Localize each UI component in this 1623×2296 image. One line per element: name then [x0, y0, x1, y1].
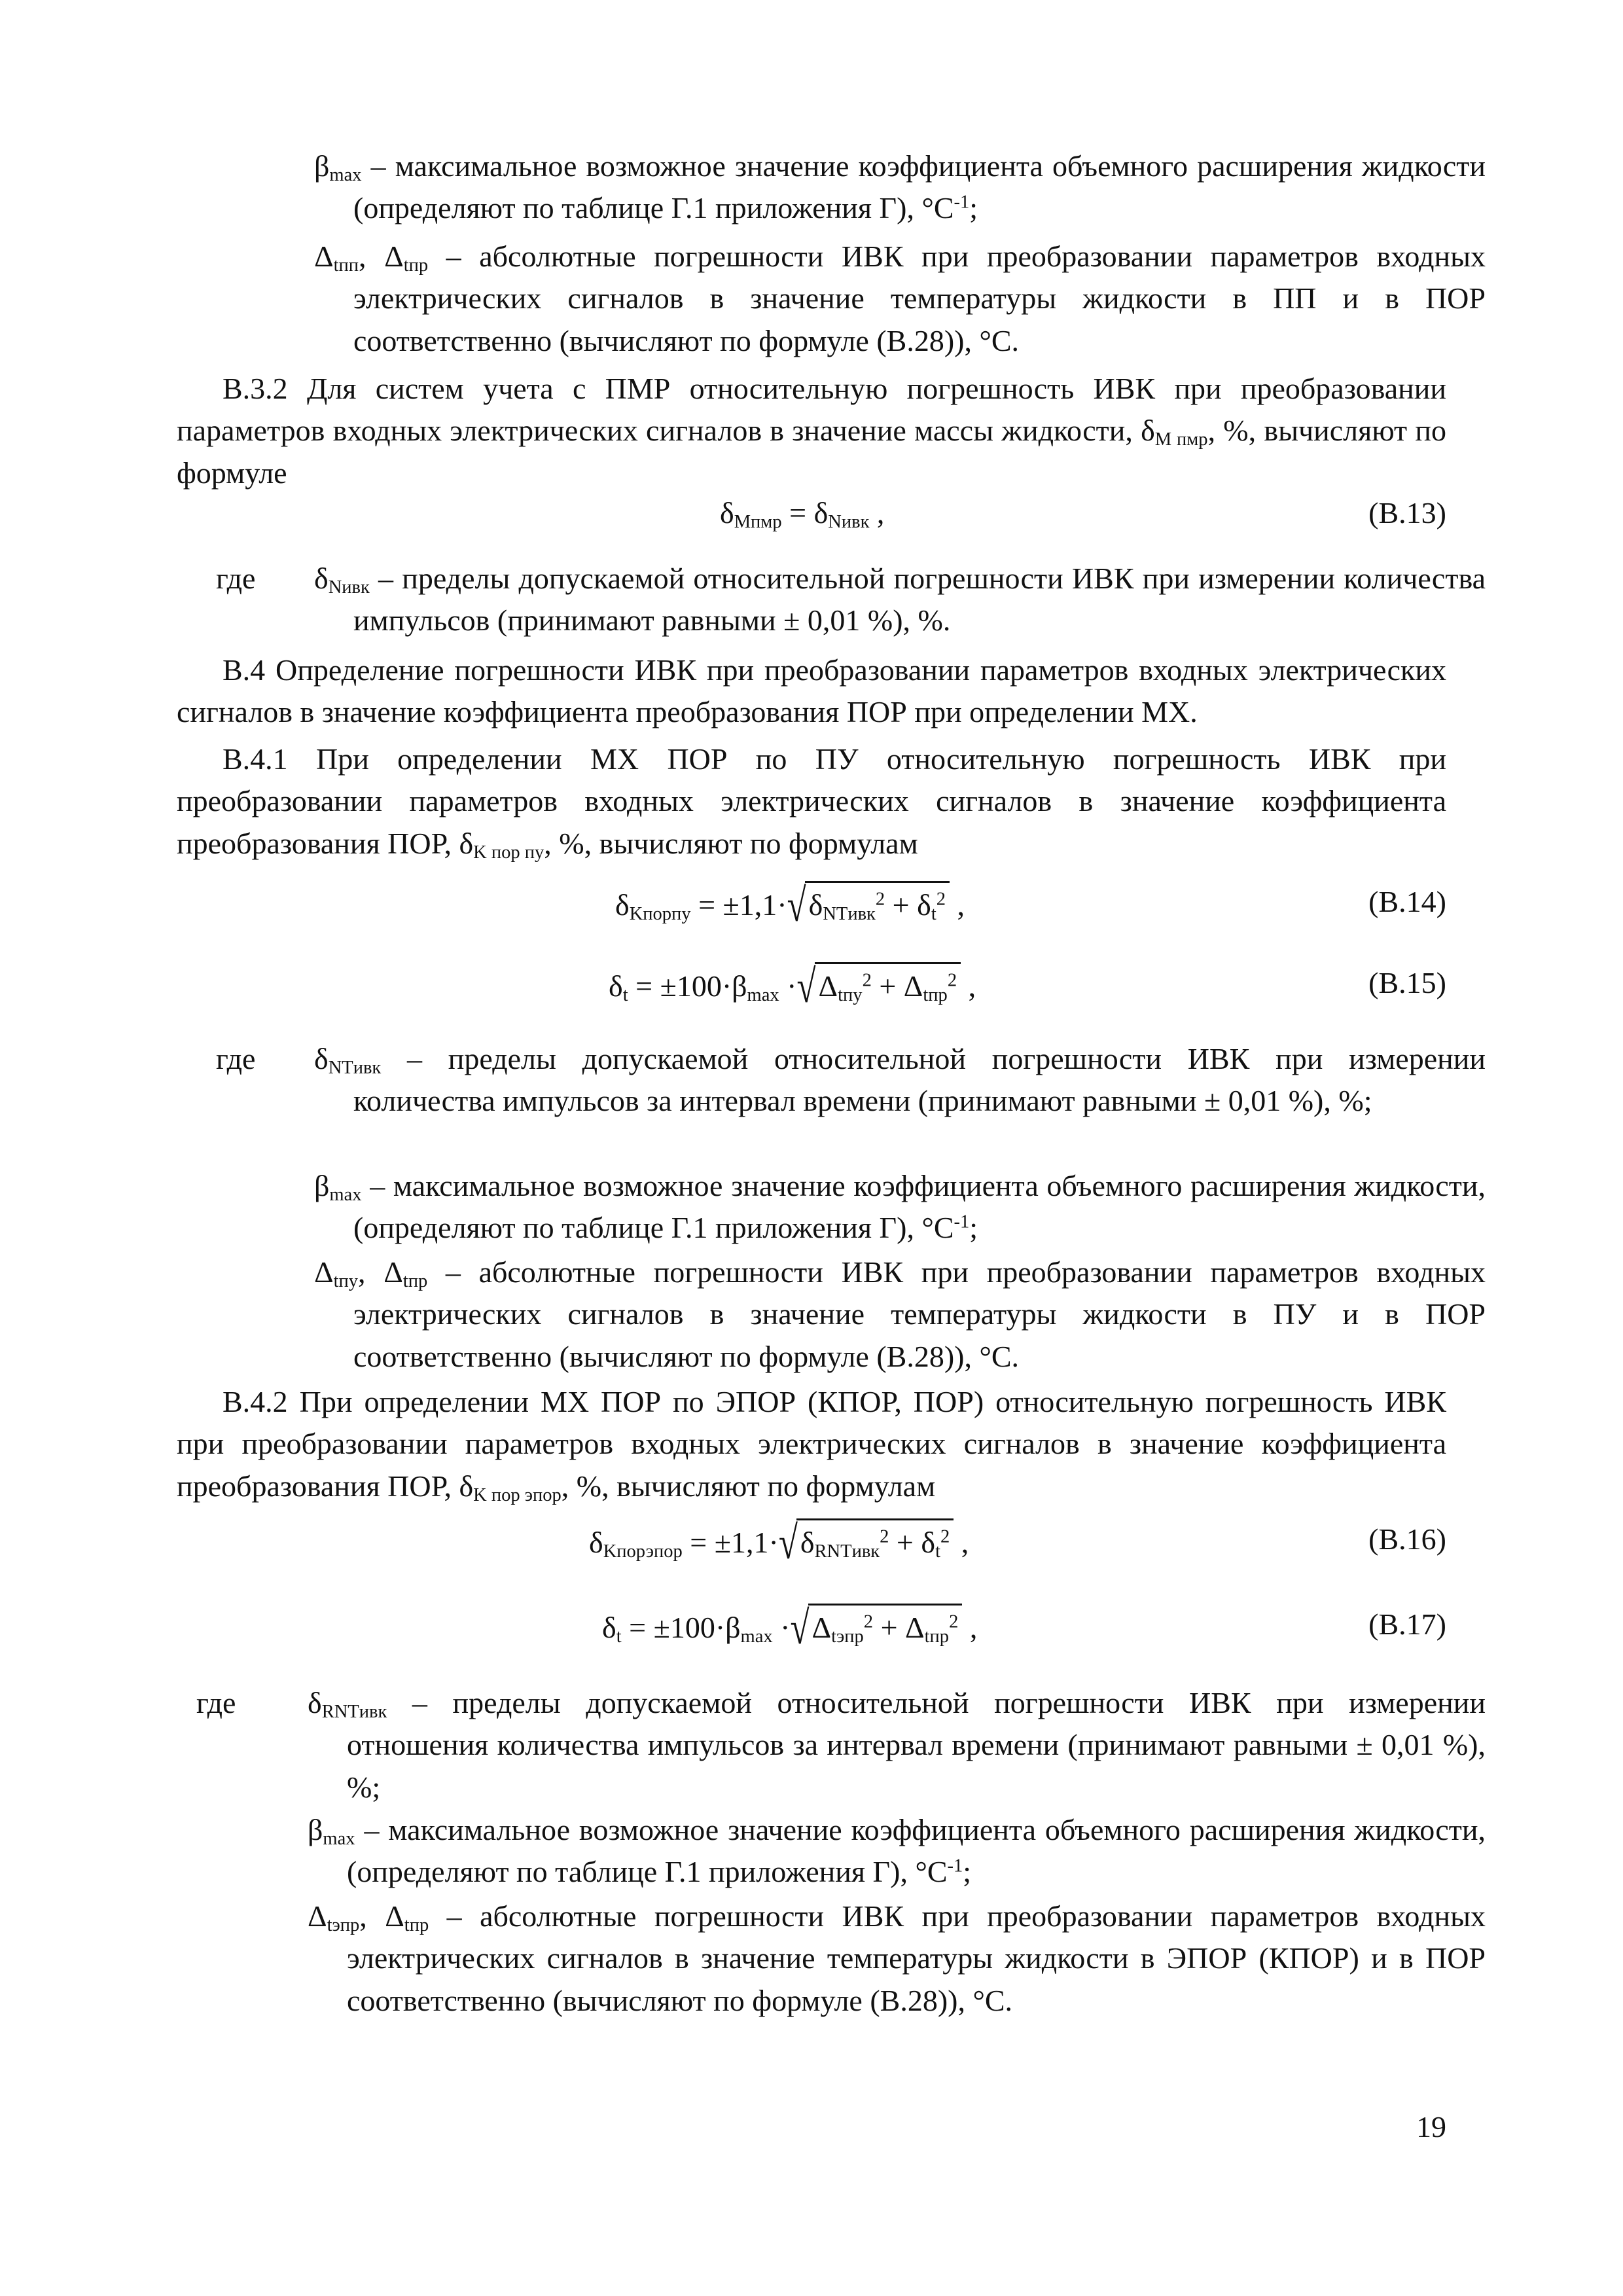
formula-b13: $\delta_{Mпмр} = \delta_{Nивк}$ ,: [720, 496, 885, 533]
formula-b15: $\delta_t = \pm 100\cdot\beta_{max} \cdot√\Delta_{tпу}^2 + \Delta_{tпр}^2$ ,: [609, 962, 976, 1011]
beta-max-definition: $\beta_{max}$ – максимальное возможное значение коэффициента объемного расширения жидкости (определяют по таблице Г.1 приложения Г), $^\circ С^{-1}$;: [314, 149, 1486, 225]
section-b42-paragraph: В.4.2 При определении МХ ПОР по ЭПОР (КПОР, ПОР) относительную погрешность ИВК при преобразовании параметров входных электрических сигналов в значение коэффициента преобразования ПОР, $\delta_{K пор эпор}$, %, вычисляют по формулам: [177, 1385, 1446, 1505]
formula-number-b13: (В.13): [1368, 496, 1446, 529]
formula-number-b16: (В.16): [1368, 1522, 1446, 1556]
radicand: $\delta_{NTивк}^2 + \delta_t^2$: [805, 881, 950, 926]
radicand: $\Delta_{tпу}^2 + \Delta_{tпр}^2$: [815, 962, 961, 1007]
where-label: где: [196, 1686, 236, 1719]
delta-ntivk-definition: $\delta_{NTивк}$ – пределы допускаемой относительной погрешности ИВК при измерении количества импульсов за интервал времени (принимают равными ± 0,01 %), %;: [314, 1042, 1486, 1118]
delta-rntivk-definition: $\delta_{RNTивк}$ – пределы допускаемой относительной погрешности ИВК при измерении отношения количества импульсов за интервал времени (принимают равными ± 0,01 %), %;: [308, 1686, 1486, 1804]
delta-tepr-definition: $\Delta_{tэпр}$, $\Delta_{tпр}$ – абсолютные погрешности ИВК при преобразовании параметров входных электрических сигналов в значение температуры жидкости в ЭПОР (КПОР) и в ПОР соответственно (вычисляют по формуле (В.28)), °С.: [308, 1899, 1486, 2017]
formula-b16: $\delta_{Kпорэпор} = \pm 1,1\cdot√\delta_{RNTивк}^2 + \delta_t^2$ ,: [589, 1518, 969, 1568]
formula-number-b14: (В.14): [1368, 885, 1446, 918]
sqrt-icon: √: [796, 961, 816, 1013]
where-label: где: [216, 1042, 256, 1075]
delta-tpp-definition: $\Delta_{tпп}$, $\Delta_{tпр}$ – абсолютные погрешности ИВК при преобразовании параметров входных электрических сигналов в значение температуры жидкости в ПП и в ПОР соответственно (вычисляют по формуле (В.28)), °С.: [314, 240, 1486, 357]
formula-number-b17: (В.17): [1368, 1607, 1446, 1641]
radicand: $\delta_{RNTивк}^2 + \delta_t^2$: [796, 1518, 954, 1564]
section-b32-paragraph: В.3.2 Для систем учета с ПМР относительную погрешность ИВК при преобразовании параметров входных электрических сигналов в значение массы жидкости, $\delta_{M пмр}$, %, вычисляют по формуле: [177, 372, 1446, 490]
formula-number-b15: (В.15): [1368, 966, 1446, 999]
beta-symbol: β: [314, 149, 330, 183]
section-b4-heading: В.4 Определение погрешности ИВК при преобразовании параметров входных электрических сигналов в значение коэффициента преобразования ПОР при определении МХ.: [177, 653, 1446, 729]
sqrt-icon: √: [787, 880, 806, 931]
page-number: 19: [1416, 2110, 1446, 2144]
where-label: где: [216, 562, 256, 595]
sqrt-icon: √: [778, 1517, 798, 1569]
delta-tpu-definition: $\Delta_{tпу}$, $\Delta_{tпр}$ – абсолютные погрешности ИВК при преобразовании параметров входных электрических сигналов в значение температуры жидкости в ПУ и в ПОР соответственно (вычисляют по формуле (В.28)), °С.: [314, 1255, 1486, 1373]
formula-b14: $\delta_{Kпорпу} = \pm 1,1\cdot√\delta_{NTивк}^2 + \delta_t^2$ ,: [615, 881, 965, 930]
beta-max-definition-2: $\beta_{max}$ – максимальное возможное значение коэффициента объемного расширения жидкости, (определяют по таблице Г.1 приложения Г), $^\circ С^{-1}$;: [314, 1169, 1486, 1245]
section-b41-paragraph: В.4.1 При определении МХ ПОР по ПУ относительную погрешность ИВК при преобразовании параметров входных электрических сигналов в значение коэффициента преобразования ПОР, $\delta_{K пор пу}$, %, вычисляют по формулам: [177, 742, 1446, 863]
sqrt-icon: √: [790, 1602, 810, 1654]
formula-b17: $\delta_t = \pm 100\cdot\beta_{max} \cdot√\Delta_{tэпр}^2 + \Delta_{tпр}^2$ ,: [602, 1604, 977, 1653]
beta-max-definition-3: $\beta_{max}$ – максимальное возможное значение коэффициента объемного расширения жидкости, (определяют по таблице Г.1 приложения Г), $^\circ С^{-1}$;: [308, 1813, 1486, 1889]
radicand: $\Delta_{tэпр}^2 + \Delta_{tпр}^2$: [808, 1604, 963, 1649]
delta-nivk-definition: $\delta_{Nивк}$ – пределы допускаемой относительной погрешности ИВК при измерении количества импульсов (принимают равными ± 0,01 %), %.: [314, 562, 1486, 637]
